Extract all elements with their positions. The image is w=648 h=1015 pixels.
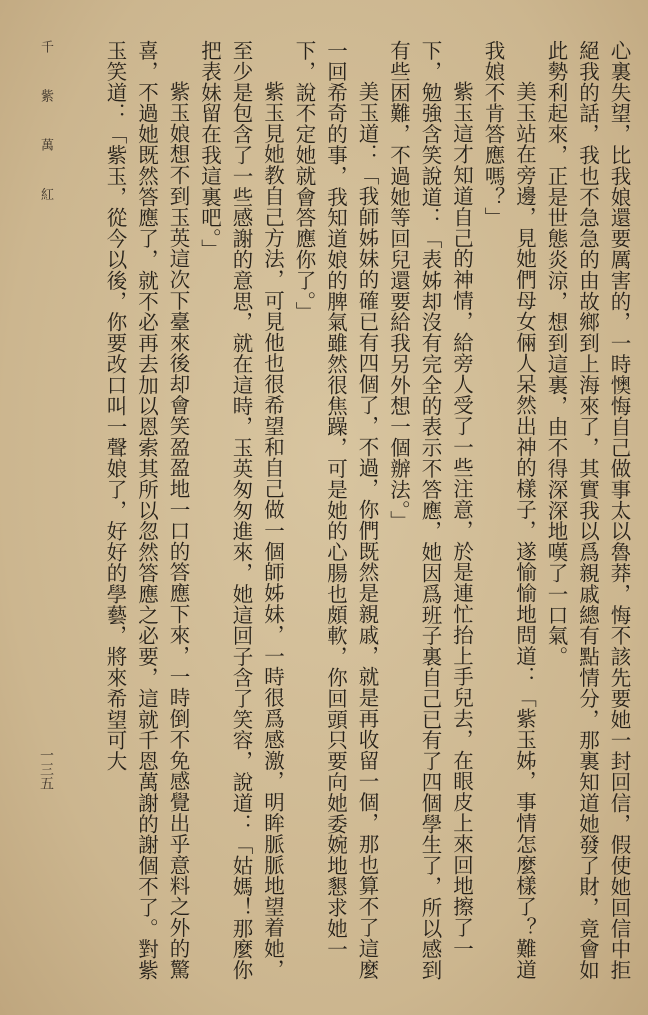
paragraph-5: 紫玉見她教自己方法，可見他也很希望和自己做一個師姊妹，一時很爲感激，明眸脈脈地望着她，至少是包含了一些感謝的意思，就在這時，玉英匆匆進來，她這回子含了笑容，說道：「姑媽！那麼你把表妹留在我這裏吧。」	[197, 40, 285, 981]
paragraph-2: 美玉站在旁邊，見她們母女倆人呆然出神的樣子，遂愉愉地問道：「紫玉姊，事情怎麼樣了？難道我娘不肯答應嗎？」	[481, 40, 537, 980]
body-text	[72, 40, 634, 985]
page-number: 一三五	[38, 748, 54, 790]
paragraph-6: 紫玉娘想不到玉英這次下臺來後却會笑盈盈地一口的答應下來，一時倒不免感覺出乎意料之外的驚喜，不過她既然答應了，就不必再去加以恩索其所以忽然答應之必要，這就千恩萬謝的謝個不了。對紫玉笑道：「紫玉，從今以後，你要改口叫一聲娘了，好好的學藝，將來希望可大	[103, 40, 190, 981]
running-header: 千 紫 萬 紅	[38, 40, 53, 217]
paragraph-3: 紫玉這才知道自己的神情，給旁人受了一些注意，於是連忙抬上手兒去，在眼皮上來回地擦了一下，勉強含笑說道：「表姊却沒有完全的表示不答應，她因爲班子裏自己已有了四個學生了，所以感到有些困難，不過她等回兒還要給我另外想一個辦法。」	[386, 40, 474, 981]
paragraph-4: 美玉道：「我師姊妹的確已有四個了，不過，你們既然是親戚，就是再收留一個，那也算不了這麼一回希奇的事，我知道娘的脾氣雖然很焦躁，可是她的心腸也頗軟，你回頭只要向她委婉地懇求她一下，說不定她就會答應你了。」	[292, 40, 379, 980]
paragraph-1: 心裏失望，比我娘還要厲害的，一時懊悔自己做事太以魯莽，悔不該先要她一封回信，假使她回信中拒絕我的話，我也不急急的由故鄉到上海來了，其實我以爲親戚總有點情分，那裏知道她發了財，竟會如此勢利起來，正是世態炎涼，想到這裏，由不得深深地嘆了一口氣。	[544, 40, 631, 981]
